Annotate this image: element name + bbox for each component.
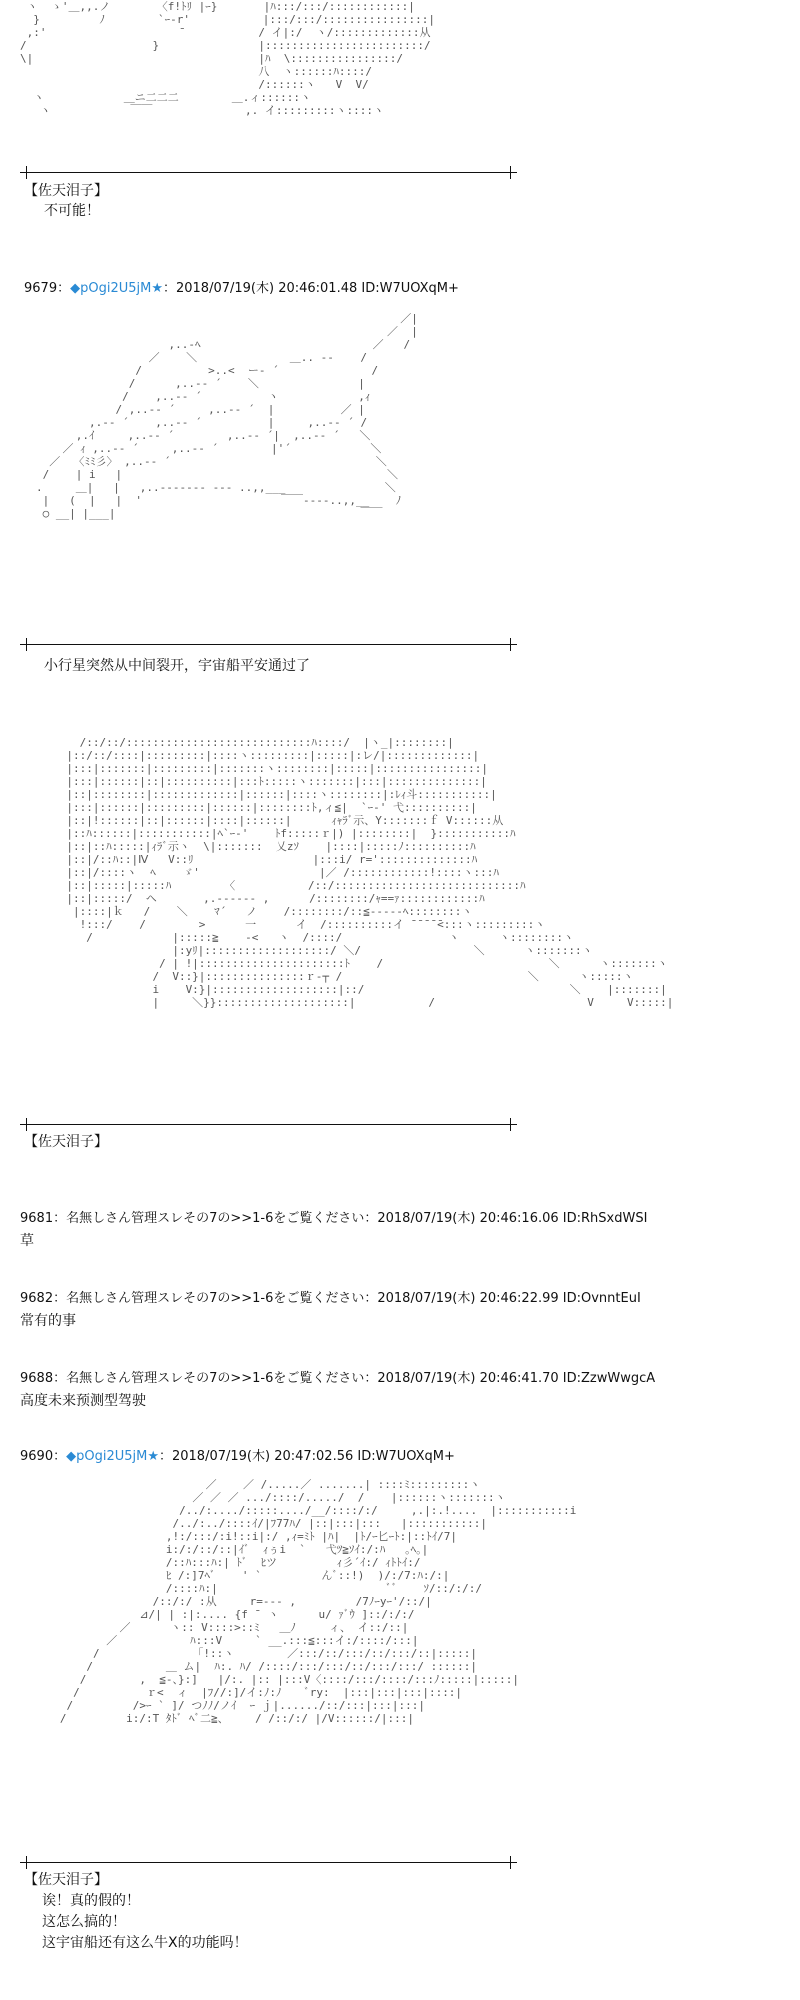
dialogue-line: 这怎么搞的！	[42, 1914, 126, 1930]
narration-text: 小行星突然从中间裂开，宇宙船平安通过了	[44, 658, 310, 674]
star-icon: ★	[147, 1449, 159, 1464]
divider-line	[26, 644, 510, 645]
post-header-9681: 9681：名無しさん管理スレその7の>>1-6をご覧ください：2018/07/19(木) 20:46:16.06 ID:RhSxdWSI	[20, 1211, 648, 1226]
ascii-art-spaceship: ／| ／ | ,..-ﾍ ／ / ／ ＼ ＿.. -‐ / / >..< ー‐ ´ / / ,..-‐ ´ ＼ | / ,..-‐ ´ ヽ ,ｨ / ,..-‐ ´ ,..-‐ ´ | ／ | ,.-‐ ´ ,..-‐ ´ | ,..-‐ ´ / ,.ｲ ,..-‐ ´ ,..-‐ ´| ,..-‐ ´ ＼ ／ ｨ ,..-‐ ´ ,..-‐ ´ |'´ ＼ ／ 〈ﾐﾐ彡〉 ,..-‐ ´ ＼ / | i | ＼ . ＿| | ,..--‐‐‐‐‐ ‐‐‐ ..,,___ ＼ | ( | | ' ￣￣‐‐‐‐..,,__ ﾉ ○ __| |___| ￣￣	[36, 312, 418, 520]
ascii-art-character-1: /::/::/::::::::::::::::::::::::::::ﾊ::::/ |ヽ_|::::::::| |::/::/::::|:::::::::|::::ヽ:::::::::|:::::|:レ/|:::::::::::::| |:::|:::::::|:::::::::|:::::::ヽ::::::::|:::::|::::::::::::::::| |:::|::::::|::|::::::::::|:::ﾄ:::::ヽ:::::::|:::|::::::::::::::| |::|::::::::|:::::::::::::|::::::|::::ヽ::::::::|:ﾚｨ斗:::::::::::| |:::|::::::|:::::::::|::::::|::::::::ﾄ,ィ≦| `ｰ-' 弋::::::::::| |::|!::::::|::|::::::|::::|::::::| ｨｬﾗﾞ示、Y:::::::ｆ V::::::从 |::ﾊ::::::|:::::::::::|ﾍ`ｰ-' ﾄf:::::ｒ|) |::::::::| }:::::::::::ﾊ |::|::ﾊ:::::|ｨﾗﾞ示ヽ \|::::::: 乂zｿ |::::|:::::ﾉ::::::::::ﾊ |::|/::ﾊ::|Ⅳ V::ﾘ |:::i/ r='::::::::::::::ﾊ |::|/::::ヽ ﾍ ゞ' |／ /::::::::::::!::::ヽ:::ﾊ |::|:::::|:::::ﾊ 〈 /::/::::::::::::::::::::::::::::ﾊ |::|:::::/ ヘ ,.--‐--‐ , /::::::::/ｬ==ｧ::::::::::::ﾊ |::::|ｋ / ＼ ﾏ´ ノ /::::::::/::≦‐‐‐‐-ﾍ::::::::ヽ !:::/ / > 一 イ /::::::::::イ ̄ ̄ ̄ ̄ ̄<:::ヽ:::::::::ヽ / |:::::≧ -< ヽ /::::/ ヽ ヽ::::::::ヽ |:yﾘ|:::::::::::::::::::/ ＼/ ＼ ヽ:::::::ヽ / | !|::::::::::::::::::::::ﾄ / ＼ ヽ:::::::ヽ / V::}|:::::::::::::::ｒ‐┬ / ＼ ヽ:::::ヽ i V:}|:::::::::::::::::::|::/ ＼ |:::::::| | ＼}}::::::::::::::::::::| / V V:::::|	[66, 736, 674, 1009]
divider-line	[26, 1862, 510, 1863]
dialogue-line: 不可能！	[44, 203, 100, 219]
post-meta: ：2018/07/19(木) 20:47:02.56 ID:W7UOXqM+	[158, 1449, 455, 1464]
post-body-9682: 常有的事	[20, 1313, 76, 1329]
post-number: 9679：	[24, 281, 71, 296]
divider-right-cross	[504, 638, 517, 651]
post-header-9688: 9688：名無しさん管理スレその7の>>1-6をご覧ください：2018/07/19(木) 20:46:41.70 ID:ZzwWwgcA	[20, 1371, 656, 1386]
dialogue-line: 这宇宙船还有这么牛X的功能吗！	[42, 1935, 248, 1951]
post-body-9688: 高度未来预测型驾驶	[20, 1393, 146, 1409]
divider-line	[26, 1124, 510, 1125]
dialogue-line: 诶！真的假的！	[42, 1893, 140, 1909]
divider-right-cross	[504, 1118, 517, 1131]
trip-code[interactable]: pOgi2U5jM	[76, 1449, 148, 1464]
divider-right-cross	[504, 166, 517, 179]
trip-diamond-icon: ◆	[66, 1449, 77, 1464]
divider-left-cross	[20, 1118, 33, 1131]
ascii-art-character-2: ／ ／ /.....／ .......| ::::ﾐ:::::::::ヽ ／ ／ ／ .../::::/...../ / |::::::ヽ:::::::ヽ /../:..../:::::..../__/::::/:/ ,.|:.!.... |:::::::::::i /../:../::::ｲ/|ﾌ77ﾊ/ |::|:::|::: |:::::::::::| ,!:/:::/:i!::i|:/ ,ｨ=ﾐﾄ |ﾊ| |ﾄ/ｰ匕ｰﾄ:|::ﾄｲ/7| i:/:/::/::|ｲﾞ ｨぅi ` 弋ﾂ≧ｿｲ:/:ﾊ ｡ﾍ｡| /::ﾊ:::ﾊ:| ﾄﾞ ﾋツ ｨ彡´ｲ:/ ｨﾄﾄｲ:/ ﾋ /:]7ﾍﾞ ' ` んﾞ::!) )/:/7:ﾊ:/:| /::::ﾊ:| ﾞﾞ ｿ/::/:/:/ /::/:/ :从 r=--‐ , /7ﾉｰyｰ'/::/| ⊿/| | :|:.... {f ̄ ヽ u/ ｧﾞｳ ]::/:/:/ ／ ヽ:: V::::>::ﾐ ＿ﾉ ィ、 イ::/::| ／ ﾊ:::V ` __.:::≦:::イ:/::::/:::| / 「!::ヽ ／:::/::/:::/::/:::/::|:::::| / ＿ ム| ﾊ:. ﾊ/ /::::/:::/:::/::/:::/:::/ ::::::| / , ≦-、}:] |/:. |:: |:::V〈::::/:::/::::/:::ﾉ:::::|:::::| / ｒ< ィ |ﾌ//:]/イ:ﾉ:ﾉ ﾞry: |:::|:::|:::|::::| / />ｰ ` ]/ つﾉﾉ/ノｲ ｰ ｊ|....../::/:::|:::|:::| / i:/:Τ ﾀﾄﾞ ﾍﾞ二≧、 / /::/:/ |/V::::::/|:::|	[59, 1478, 577, 1725]
post-header-9679	[24, 280, 459, 298]
speaker-label: 【佐天泪子】	[24, 1872, 108, 1888]
divider-right-cross	[504, 1856, 517, 1869]
trip-diamond-icon: ◆	[70, 281, 81, 296]
speaker-label: 【佐天泪子】	[24, 183, 108, 199]
post-body-9681: 草	[20, 1233, 34, 1249]
star-icon: ★	[151, 281, 163, 296]
post-header-9682: 9682：名無しさん管理スレその7の>>1-6をご覧ください：2018/07/19(木) 20:46:22.99 ID:OvnntEuI	[20, 1291, 641, 1306]
divider-left-cross	[20, 166, 33, 179]
speaker-label: 【佐天泪子】	[24, 1134, 108, 1150]
ascii-art-top: ヽ ゝ'＿,,.ノ 〈f!ﾄﾘ |ｰ} |ﾊ:::/:::/::::::::::::| } ﾉ `ｰ-r' |:::/:::/::::::::::::::::| ,:' ̄ / イ|:/ ヽ/:::::::::::::从 / } |::::::::::::::::::::::::/ \| |ﾊ \::::::::::::::::/ 八 ヽ::::::ﾊ::::/ /::::::ヽ V V/ ヽ ＿ニ二二二 ＿.ィ::::::ヽ ヽ ￣￣ ,. イ:::::::::ヽ::::ヽ	[20, 0, 435, 117]
divider-left-cross	[20, 638, 33, 651]
post-meta: ：2018/07/19(木) 20:46:01.48 ID:W7UOXqM+	[162, 281, 459, 296]
divider-line	[26, 172, 510, 173]
post-number: 9690：	[20, 1449, 67, 1464]
post-header-9690	[20, 1448, 455, 1466]
divider-left-cross	[20, 1856, 33, 1869]
trip-code[interactable]: pOgi2U5jM	[80, 281, 152, 296]
